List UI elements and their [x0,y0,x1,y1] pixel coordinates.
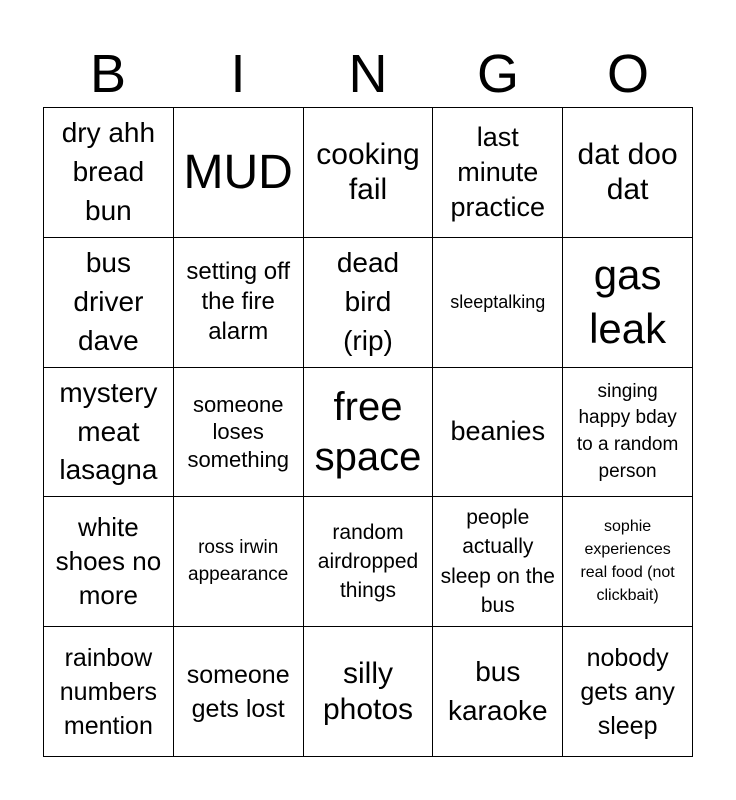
bingo-cell-r2c3[interactable] [304,238,434,368]
cell-label: sleeptalking [450,291,546,312]
bingo-cell-r3c3[interactable] [304,368,434,498]
bingo-cell-r4c3[interactable] [304,497,434,627]
bingo-header [43,40,693,108]
bingo-grid [43,107,693,757]
bingo-cell-r1c1[interactable] [44,108,174,238]
header-letter-g: G [476,44,519,104]
bingo-cell-r3c4[interactable] [433,368,563,498]
bingo-cell-r4c4[interactable] [433,497,563,627]
cell-label: singing happy bday to a random person [576,380,679,482]
bingo-cell-r3c1[interactable] [44,368,174,498]
bingo-cell-r3c2[interactable] [174,368,304,498]
header-letter-i: I [230,44,246,104]
cell-label: dead bird (rip) [336,247,400,356]
bingo-cell-r1c5[interactable] [563,108,693,238]
cell-label: MUD [183,145,293,199]
cell-label: bus driver dave [73,247,144,356]
cell-label: beanies [450,416,546,447]
cell-label: last minute practice [450,121,546,222]
bingo-cell-r1c4[interactable] [433,108,563,238]
bingo-cell-r3c5[interactable] [563,368,693,498]
bingo-cell-r5c2[interactable] [174,627,304,757]
bingo-cell-r4c2[interactable] [174,497,304,627]
bingo-cell-r5c1[interactable] [44,627,174,757]
cell-label: rainbow numbers mention [59,643,158,740]
bingo-cell-r1c2[interactable] [174,108,304,238]
cell-label: cooking fail [316,138,420,207]
cell-label: free space [314,384,422,479]
cell-label: mystery meat lasagna [59,377,158,486]
cell-label: silly photos [322,657,414,726]
cell-label: ross irwin appearance [188,537,289,585]
cell-label: dry ahh bread bun [61,117,156,226]
cell-label: dat doo dat [577,138,678,207]
bingo-cell-r5c3[interactable] [304,627,434,757]
header-letter-o: O [606,44,649,104]
cell-label: nobody gets any sleep [580,643,675,740]
bingo-cell-r5c4[interactable] [433,627,563,757]
bingo-cell-r2c5[interactable] [563,238,693,368]
cell-label: someone gets lost [186,660,290,723]
cell-label: bus karaoke [447,655,548,726]
bingo-cell-r4c1[interactable] [44,497,174,627]
bingo-cell-r2c4[interactable] [433,238,563,368]
cell-label: white shoes no more [55,512,162,610]
bingo-cell-r5c5[interactable] [563,627,693,757]
bingo-cell-r2c2[interactable] [174,238,304,368]
header-letter-n: N [348,44,388,104]
cell-label: sophie experiences real food (not clickbait) [580,518,675,604]
bingo-cell-r1c3[interactable] [304,108,434,238]
cell-label: random airdropped things [317,520,419,603]
bingo-cell-r2c1[interactable] [44,238,174,368]
cell-label: someone loses something [187,391,289,472]
cell-label: people actually sleep on the bus [440,506,555,618]
header-letter-b: B [89,44,127,104]
cell-label: setting off the fire alarm [186,257,291,346]
cell-label: gas leak [589,250,667,353]
bingo-cell-r4c5[interactable] [563,497,693,627]
